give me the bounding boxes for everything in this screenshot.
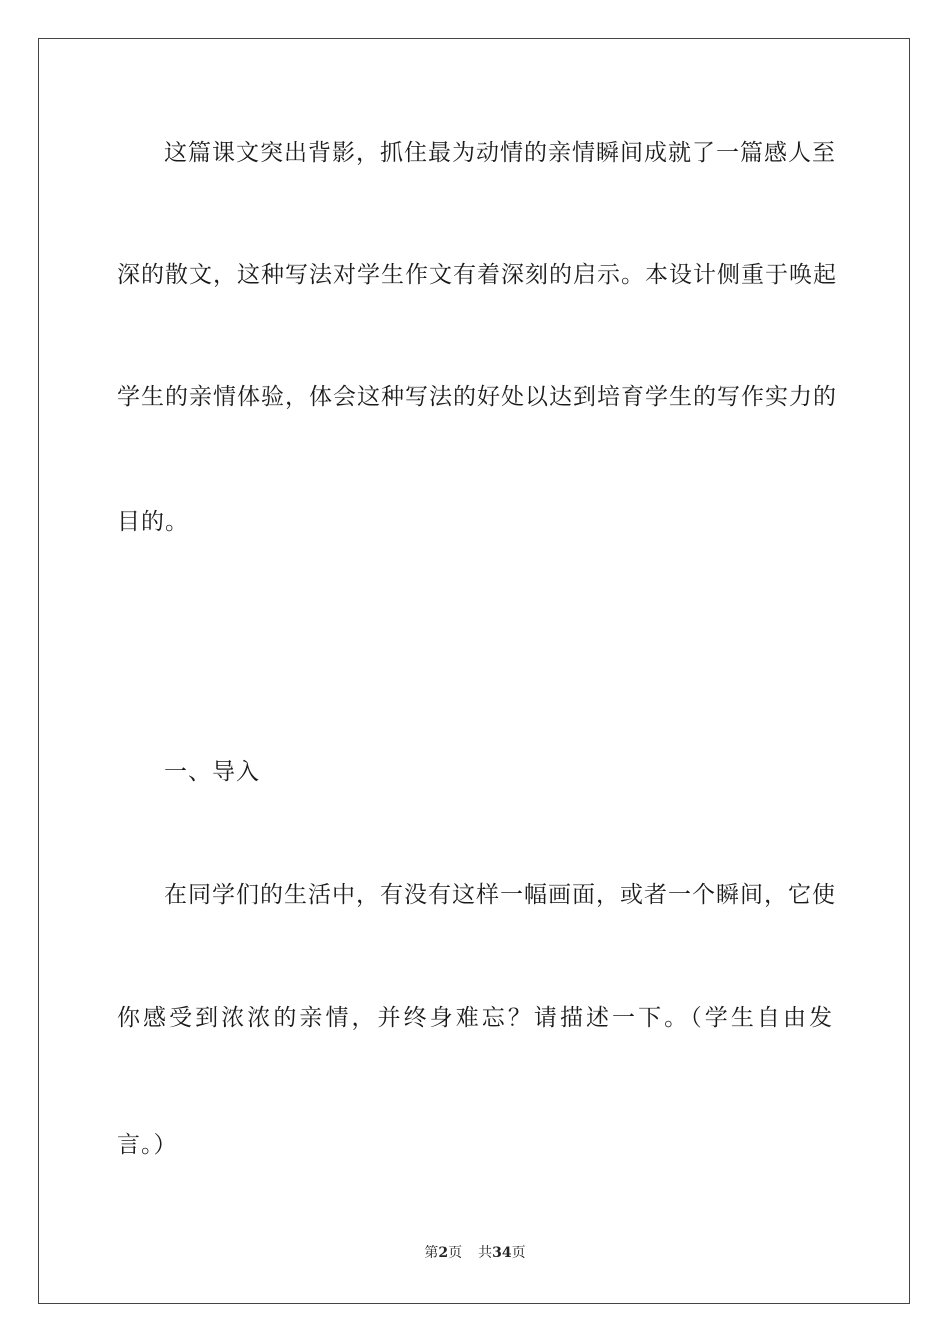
- section-heading-intro: 一、导入: [164, 759, 260, 785]
- paragraph-3-line-3: 言。）: [117, 1132, 178, 1158]
- footer-page-prefix: 第: [424, 1245, 439, 1261]
- footer-total-prefix: 共: [478, 1245, 493, 1261]
- paragraph-3-line-2: 你感受到浓浓的亲情，并终身难忘？请描述一下。（学生自由发: [117, 1005, 833, 1031]
- footer-total-number: 34: [492, 1245, 512, 1261]
- footer-total-suffix: 页: [511, 1245, 526, 1261]
- footer-page-number: 2: [438, 1245, 449, 1261]
- page-border: [38, 38, 910, 1304]
- paragraph-1-line-4: 目的。: [117, 509, 189, 535]
- paragraph-3-line-1: 在同学们的生活中，有没有这样一幅画面，或者一个瞬间，它使: [164, 882, 836, 908]
- paragraph-1-line-3: 学生的亲情体验，体会这种写法的好处以达到培育学生的写作实力的: [117, 384, 837, 410]
- paragraph-1-line-2: 深的散文，这种写法对学生作文有着深刻的启示。本设计侧重于唤起: [117, 262, 837, 288]
- paragraph-1-line-1: 这篇课文突出背影，抓住最为动情的亲情瞬间成就了一篇感人至: [164, 140, 836, 166]
- page-footer: [0, 1243, 950, 1263]
- footer-page-suffix: 页: [448, 1245, 463, 1261]
